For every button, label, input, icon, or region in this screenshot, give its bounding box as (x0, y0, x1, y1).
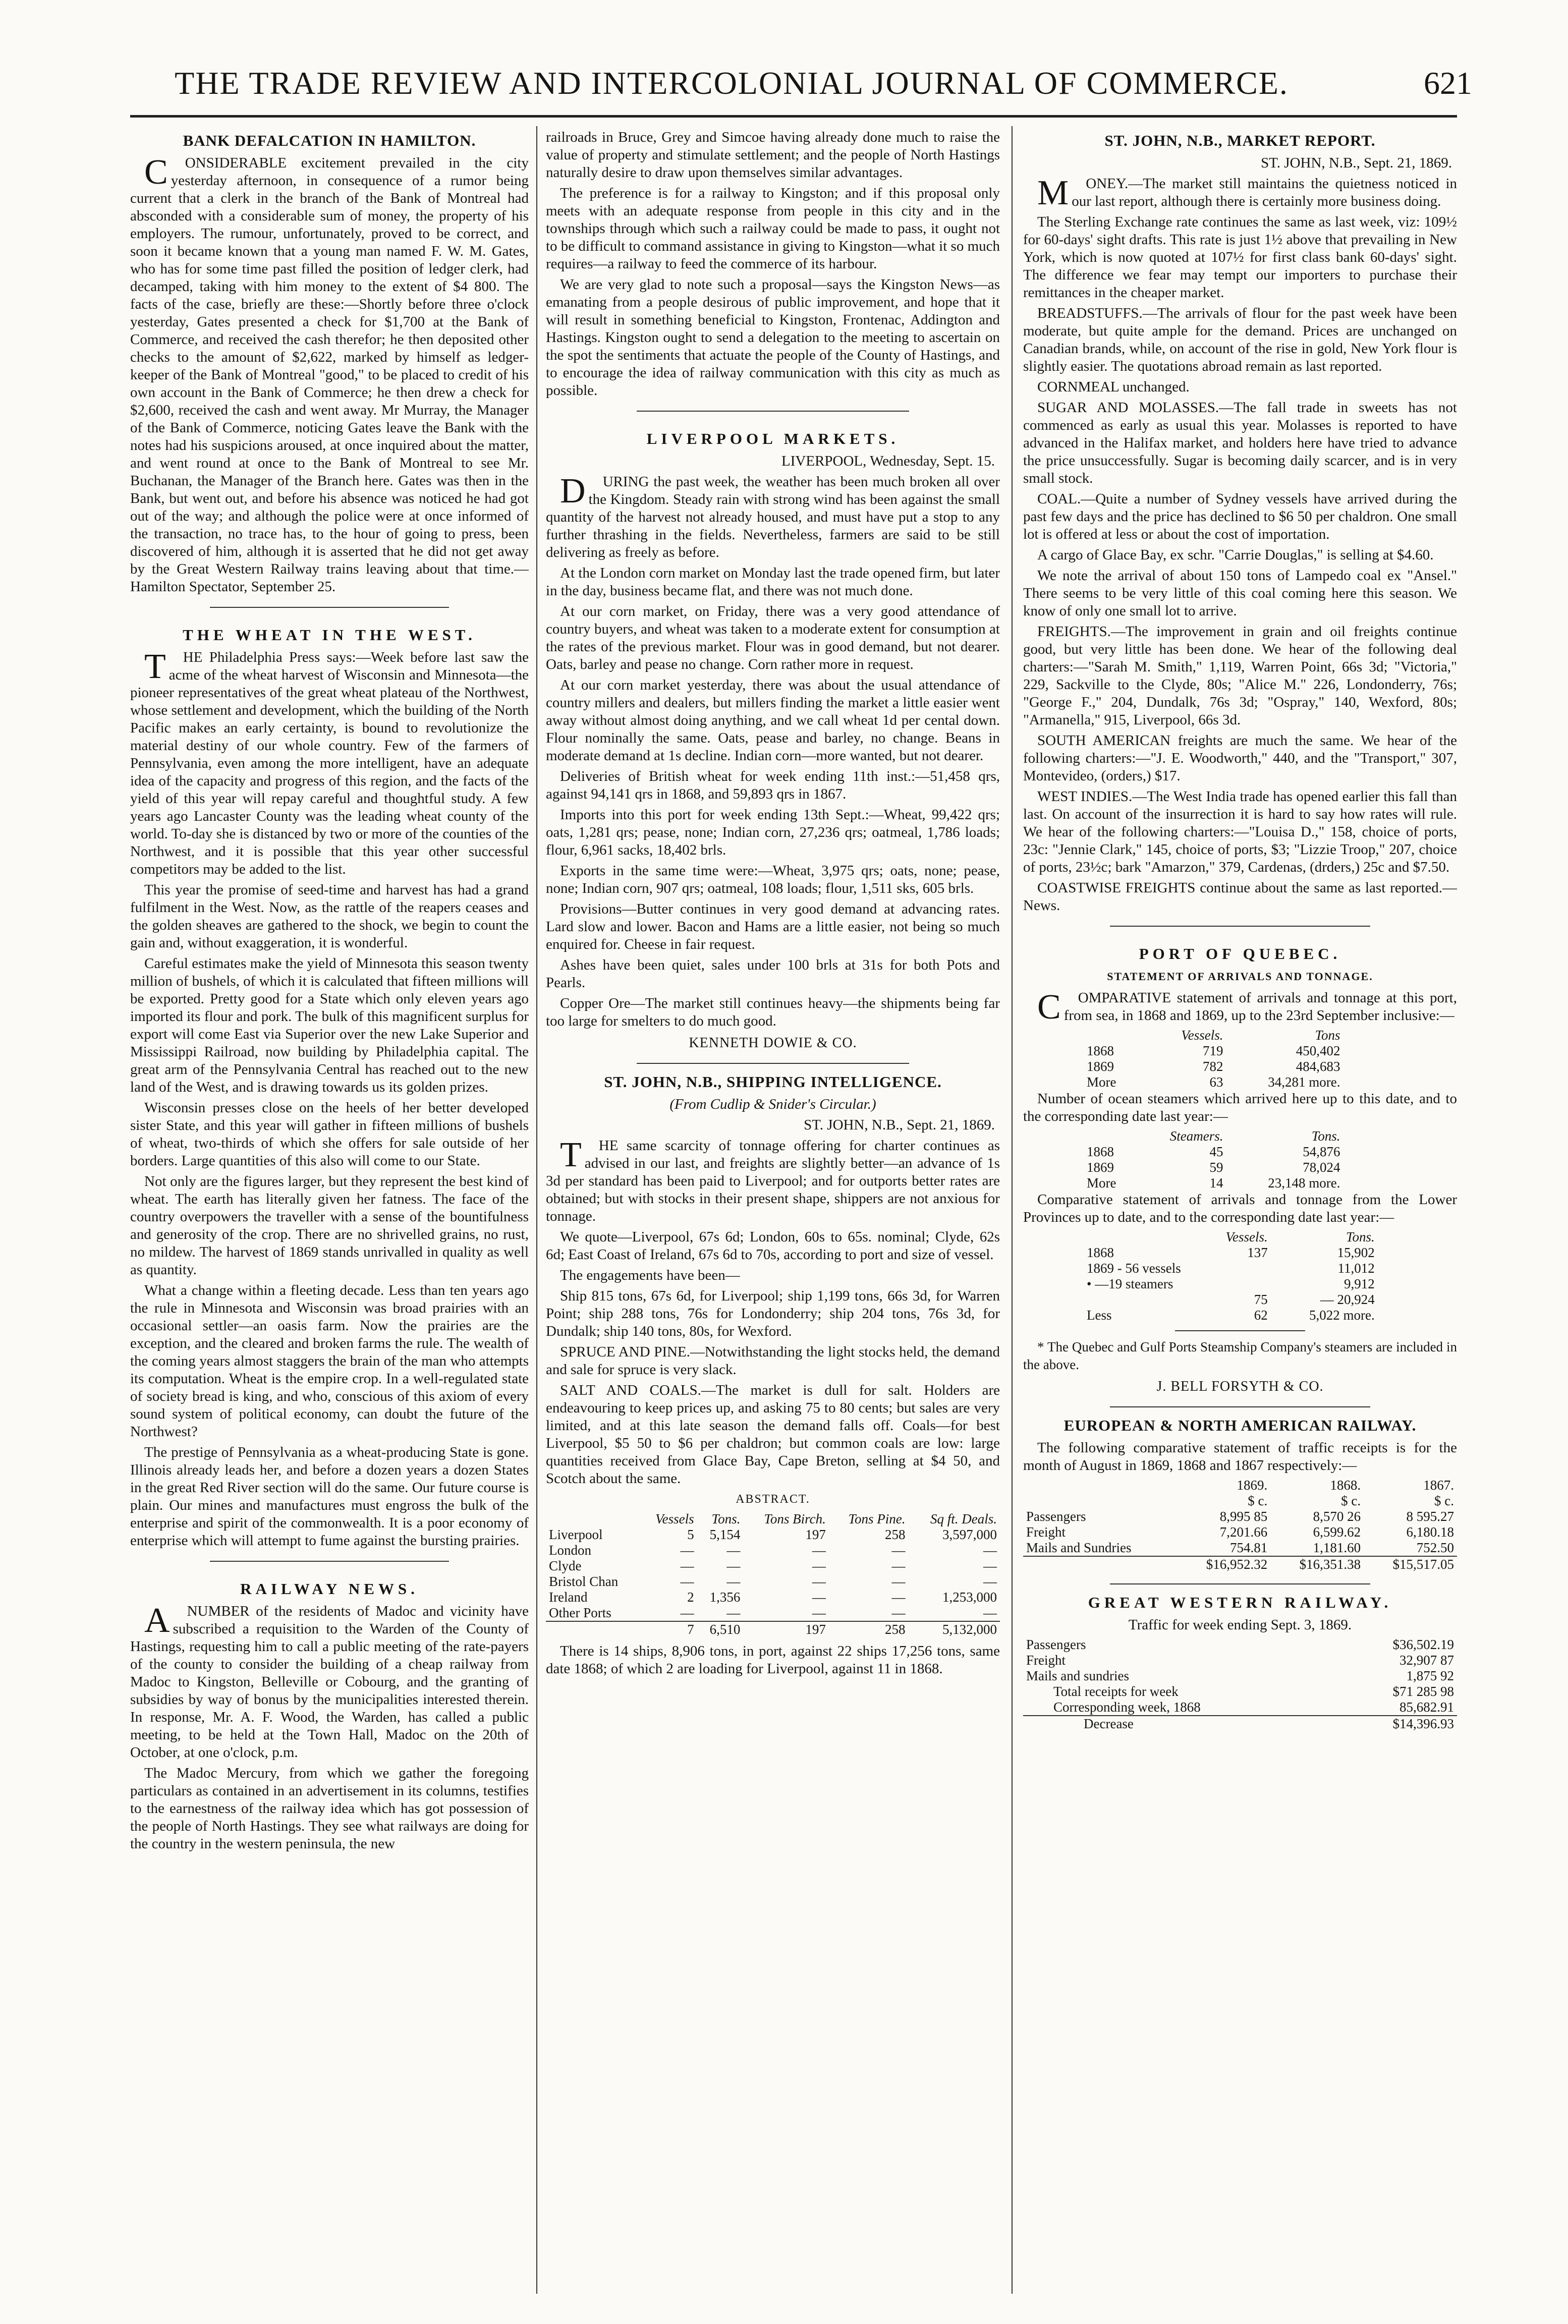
table-header-cell (546, 1511, 641, 1527)
stjohn-paragraph: BREADSTUFFS.—The arrivals of flour for the past week have been moderate, but quite ample for the demand. Prices are unchanged on Canadian brands, while, on account of the rise in gold, New York flour is slightly easier. The quotations abroad remain as last reported. (1023, 305, 1457, 374)
table-header-cell: Tons. (1311, 1128, 1340, 1144)
table-header-cell (1084, 1229, 1184, 1245)
table-cell: 752.50 (1416, 1540, 1454, 1555)
table-cell: 782 (1202, 1059, 1223, 1074)
column-divider (536, 126, 537, 2294)
table-cell: Passengers (1026, 1637, 1086, 1652)
table-cell: $ c. (1248, 1493, 1268, 1508)
table-cell: — (983, 1574, 997, 1589)
table-row (1084, 1144, 1343, 1160)
table-cell: 3,597,000 (942, 1527, 997, 1542)
table-cell: Passengers (1026, 1509, 1086, 1524)
quebec-subheading: STATEMENT OF ARRIVALS AND TONNAGE. (1107, 970, 1373, 983)
section-rule (637, 411, 909, 412)
table-units-row (1023, 1493, 1457, 1509)
table-cell: — (891, 1543, 906, 1558)
table-row (1084, 1276, 1378, 1292)
gw-body (1023, 1637, 1457, 1684)
table-row (546, 1558, 1000, 1574)
table-cell: Decrease (1084, 1716, 1134, 1731)
table-cell: 75 (1254, 1292, 1268, 1307)
page-number: 621 (1424, 65, 1472, 101)
quebec-paragraph: COMPARATIVE statement of arrivals and tonnage at this port, from sea, in 1868 and 1869, up to the 23rd September inclusive:— (1037, 988, 1457, 1027)
quebec-provinces-table (1084, 1229, 1378, 1323)
stjohn-paragraph: MONEY.—The market still maintains the quietness noticed in our last report, although there is certainly more business doing. (1037, 174, 1457, 212)
table-cell: — (726, 1558, 741, 1573)
table-cell: More (1087, 1074, 1116, 1090)
table-cell: 5,022 more. (1309, 1308, 1375, 1323)
gw-subheading: Traffic for week ending Sept. 3, 1869. (1128, 1617, 1352, 1633)
table-cell: $36,502.19 (1392, 1637, 1454, 1652)
table-cell: — (983, 1543, 997, 1558)
table-row (1084, 1245, 1378, 1261)
table-cell: — (726, 1574, 741, 1589)
table-row (1023, 1509, 1457, 1524)
wheat-paragraph: Not only are the figures larger, but they represent the best kind of wheat. The earth has literally given her fatness. The face of the country overpowers the traveller with a sense of the bountifulness and generosity of the crop. There are no shrivelled grains, no rust, no mildew. The harvest of 1869 stands unrivalled in quality as well as quantity. (130, 1173, 529, 1278)
table-total-row (1084, 1308, 1378, 1323)
section-rule (1110, 1583, 1370, 1584)
column-divider (1012, 126, 1013, 2294)
table-cell (1184, 1261, 1271, 1276)
table-cell: 1869 (1087, 1160, 1114, 1175)
shipping-heading: ST. JOHN, N.B., SHIPPING INTELLIGENCE. (604, 1073, 942, 1091)
stjohn-dateline: ST. JOHN, N.B., Sept. 21, 1869. (1261, 155, 1452, 171)
table-cell: 34,281 more. (1268, 1074, 1340, 1090)
table-row (546, 1605, 1000, 1621)
railway-paragraph: ANUMBER of the residents of Madoc and vicinity have subscribed a requisition to the Warden of the County of Hastings, requesting him to call a public meeting of the rate-payers of the county to consider the building of a cheap railway from Madoc to Kingston, Belleville or Cobourg, and the granting of subsidies by way of bonus by the municipalities interested therein. In response, Mr. A. F. Wood, the Warden, has called a public meeting, to be held at the Town Hall, Madoc on the 20th of October, at one o'clock, p.m. (130, 1601, 529, 1761)
table-header-cell: Tons. (711, 1511, 741, 1526)
quebec-steamers-table (1084, 1128, 1343, 1191)
table-header-cell (1084, 1028, 1119, 1043)
table-cell: 258 (884, 1527, 906, 1542)
table-row (546, 1543, 1000, 1558)
table-cell: — (891, 1605, 906, 1620)
table-cell: 7,201.66 (1219, 1524, 1268, 1540)
shipping-paragraph: Ship 815 tons, 67s 6d, for Liverpool; ship 1,199 tons, 66s 3d, for Warren Point; ship 288 tons, 76s for Londonderry; ship 204 tons, 76s 3d, for Dundalk; ship 140 tons, 80s, for Wexford. (546, 1288, 1000, 1339)
railway-continued-paragraph: The preference is for a railway to Kingston; and if this proposal only meets with an adequate response from people in this city and in the townships through which such a railway could be made to pass, it ought not to be difficult to command assistance in giving to Kingston—what it so much requires—a railway to feed the commerce of its harbour. (546, 185, 1000, 272)
table-cell: 450,402 (1296, 1043, 1340, 1058)
table-row (1023, 1637, 1457, 1653)
table-cell: 54,876 (1303, 1144, 1340, 1159)
table-header-cell: Vessels (655, 1511, 694, 1526)
table-cell (1084, 1292, 1184, 1308)
table-cell: 8,995 85 (1219, 1509, 1268, 1524)
quebec-steamers-body (1084, 1144, 1343, 1175)
liverpool-paragraph: Ashes have been quiet, sales under 100 brls at 31s for both Pots and Pearls. (546, 957, 1000, 991)
liverpool-paragraph: At the London corn market on Monday last the trade opened firm, but later in the day, business became flat, and there was not much done. (546, 565, 1000, 599)
table-header-row (1084, 1028, 1343, 1043)
masthead-title: THE TRADE REVIEW AND INTERCOLONIAL JOURNAL OF COMMERCE. (175, 65, 1289, 101)
liverpool-paragraph: Deliveries of British wheat for week ending 11th inst.:—51,458 qrs, against 94,141 qrs in 1868, and 59,893 qrs in 1867. (546, 768, 1000, 802)
table-cell: 11,012 (1337, 1261, 1375, 1276)
table-header-row (1023, 1478, 1457, 1493)
table-row (1084, 1043, 1343, 1059)
table-cell: Bristol Chan (549, 1574, 619, 1589)
liverpool-heading: LIVERPOOL MARKETS. (646, 430, 900, 447)
table-cell: — (680, 1558, 694, 1573)
liverpool-signature: KENNETH DOWIE & CO. (689, 1035, 857, 1051)
section-rule (210, 1561, 449, 1562)
liverpool-paragraph: Imports into this port for week ending 13th Sept.:—Wheat, 99,422 qrs; oats, 1,281 qrs; pease, none; Indian corn, 27,236 qrs; oatmeal, 1,786 loads; flour, 6,961 sacks, 18,402 brls. (546, 807, 1000, 858)
wheat-paragraph: What a change within a fleeting decade. Less than ten years ago the rule in Minnesota and Wisconsin was broad prairies with an occasional settler—an oasis farm. Now the prairies are the exception, and the cleared and broken farms the rule. The wealth of the coming years almost staggers the brain of the man who attempts its computation. Wheat is the empire crop. In a well-regulated state of society bread is king, and who, conscious of this axiom of every sound system of political economy, can doubt the future of the Northwest? (130, 1282, 529, 1440)
ena-heading: EUROPEAN & NORTH AMERICAN RAILWAY. (1063, 1416, 1417, 1434)
bank-heading: BANK DEFALCATION IN HAMILTON. (183, 132, 476, 149)
table-cell: 719 (1202, 1043, 1223, 1058)
liverpool-dateline: LIVERPOOL, Wednesday, Sept. 15. (781, 453, 995, 469)
table-cell: — 20,924 (1320, 1292, 1375, 1307)
table-cell: 197 (805, 1622, 826, 1637)
table-cell (1023, 1493, 1177, 1509)
stjohn-paragraph: SUGAR AND MOLASSES.—The fall trade in sweets has not commenced as early as usual this year. Molasses is reported to have advanced in the Halifax market, and holders here have tried to advance the price unsuccessfully. Sugar is becoming daily scarcer, and is in very small stock. (1023, 400, 1457, 486)
masthead (0, 65, 1568, 105)
table-cell: — (726, 1543, 741, 1558)
table-cell: Liverpool (549, 1527, 603, 1542)
table-cell: 6,599.62 (1313, 1524, 1361, 1540)
table-cell: 1,875 92 (1406, 1668, 1454, 1683)
table-cell: 15,902 (1337, 1245, 1375, 1260)
table-cell: — (812, 1574, 826, 1589)
section-rule (210, 607, 449, 608)
table-cell: 5 (687, 1527, 694, 1542)
table-cell: 1869 - 56 vessels (1087, 1261, 1181, 1276)
masthead-rule (130, 115, 1457, 118)
wheat-paragraph: THE Philadelphia Press says:—Week before last saw the acme of the wheat harvest of Wisconsin and Minnesota—the pioneer representatives of the great wheat plateau of the Northwest, whose settlement and development, which the building of the North Pacific makes an early certainty, is bound to revolutionize the material destiny of our whole country. Few of the farmers of Pennsylvania, even among the more intelligent, have an adequate idea of the capacity and progress of this region, and the facts of the yield of this year will repay careful and thoughtful study. A few years ago Lancaster County was the leading wheat county of the world. To-day she is distanced by two or more of the counties of the Northwest, and it is possible that this year other successful competitors may be added to the list. (130, 647, 529, 877)
table-cell: 6,180.18 (1406, 1524, 1454, 1540)
railway-continued-paragraph: railroads in Bruce, Grey and Simcoe having already done much to raise the value of property and stimulate settlement; and the people of North Hastings naturally desire to draw upon themselves similar advantages. (546, 129, 1000, 181)
table-cell: $15,517.05 (1392, 1557, 1454, 1572)
table-cell: 258 (884, 1622, 906, 1637)
stjohn-paragraph: COASTWISE FREIGHTS continue about the same as last reported.—News. (1023, 880, 1457, 914)
table-total-row (546, 1621, 1000, 1637)
table-cell: $ c. (1434, 1493, 1454, 1508)
table-cell: 1,253,000 (942, 1590, 997, 1605)
section-rule (637, 1063, 909, 1064)
stjohn-paragraph: The Sterling Exchange rate continues the same as last week, viz: 109½ for 60-days' sight drafts. This rate is just 1½ above that prevailing in New York, which is now quoted at 107½ for first class bank 60-days' sight. The difference we fear may tempt our importers to purchase their remittances in the cheaper market. (1023, 214, 1457, 301)
table-row (546, 1527, 1000, 1543)
table-header-cell: Tons Birch. (764, 1511, 826, 1526)
table-header-row (546, 1511, 1000, 1527)
column-2 (546, 129, 1000, 2294)
table-cell: 1869 (1087, 1059, 1114, 1074)
table-cell: 2 (687, 1590, 694, 1605)
table-cell: 484,683 (1296, 1059, 1340, 1074)
table-cell: — (680, 1543, 694, 1558)
wheat-paragraph: Careful estimates make the yield of Minnesota this season twenty million of bushels, of which it is calculated that fifteen millions will be exported. Pretty good for a State which only eleven years ago imported its flour and pork. The bulk of this magnificent surplus for export will come East via Superior over the new Lake Superior and Mississippi Railroad, now building by Philadelphia capital. The great arm of the Pennsylvania Central has reached out to the new land of the West, and is drawing towards us its golden prizes. (130, 955, 529, 1095)
table-cell: — (983, 1605, 997, 1620)
table-cell: 45 (1209, 1144, 1223, 1159)
table-header-row (1084, 1128, 1343, 1144)
table-cell: 137 (1247, 1245, 1268, 1260)
table-total-row (1084, 1175, 1343, 1191)
table-row (1023, 1653, 1457, 1668)
wheat-paragraph: Wisconsin presses close on the heels of her better developed sister State, and this year will gather in fifteen millions of bushels of wheat, two-thirds of which she offers for sale outside of her borders. Large quantities of this also will come to our State. (130, 1100, 529, 1169)
shipping-paragraph: THE same scarcity of tonnage offering for charter continues as advised in our last, and freights are slightly better—an advance of 1s 3d per standard has been paid to Liverpool; and for outports better rates are obtained; but with stocks in their present shape, shippers are not anxious for tonnage. (546, 1136, 1000, 1224)
table-row (546, 1574, 1000, 1590)
table-row (1023, 1668, 1457, 1684)
table-cell: 6,510 (709, 1622, 741, 1637)
section-rule (1175, 1330, 1305, 1331)
abstract-title: ABSTRACT. (736, 1493, 810, 1506)
quebec-heading: PORT OF QUEBEC. (1139, 945, 1341, 962)
table-cell (1023, 1556, 1177, 1572)
liverpool-paragraph: Provisions—Butter continues in very good demand at advancing rates. Lard slow and lower. Bacon and Hams are a little easier, not being so much enquired for. Cheese in fair request. (546, 901, 1000, 952)
table-cell: • —19 steamers (1087, 1276, 1173, 1291)
table-cell: — (812, 1558, 826, 1573)
table-row (1084, 1160, 1343, 1175)
stjohn-paragraph: CORNMEAL unchanged. (1037, 379, 1190, 395)
table-cell: — (812, 1605, 826, 1620)
table-cell: 7 (687, 1622, 694, 1637)
table-cell: $16,952.32 (1206, 1557, 1268, 1572)
table-cell: Freight (1026, 1653, 1066, 1668)
table-cell: — (812, 1590, 826, 1605)
shipping-paragraph: SPRUCE AND PINE.—Notwithstanding the light stocks held, the demand and sale for spruce is very slack. (546, 1344, 1000, 1378)
table-row (1023, 1540, 1457, 1556)
quebec-footnote: * The Quebec and Gulf Ports Steamship Company's steamers are included in the above. (1023, 1339, 1457, 1372)
table-header-cell: Tons. (1346, 1229, 1375, 1244)
shipping-paragraph: We quote—Liverpool, 67s 6d; London, 60s to 65s. nominal; Clyde, 62s 6d; East Coast of Ireland, 67s 6d to 70s, according to port and size of vessel. (546, 1229, 1000, 1263)
table-cell: — (680, 1605, 694, 1620)
shipping-subheading: (From Cudlip & Snider's Circular.) (669, 1096, 876, 1112)
abstract-table (546, 1511, 1000, 1637)
table-cell: 62 (1254, 1308, 1268, 1323)
table-cell: Mails and Sundries (1026, 1540, 1132, 1555)
table-cell: Clyde (549, 1558, 582, 1573)
table-cell: 32,907 87 (1399, 1653, 1454, 1668)
ena-paragraph: The following comparative statement of traffic receipts is for the month of August in 1869, 1868 and 1867 respectively:— (1023, 1440, 1457, 1473)
stjohn-paragraph: WEST INDIES.—The West India trade has opened earlier this fall than last. On account of the insurrection it is hard to say how rates will rule. We hear of the following charters:—"Louisa D.," 158, choice of ports, 23c: "Jennie Clark," 145, choice of ports, $3; "Lizzie Troop," 207, choice of ports, 23½c; bark "Amarzon," 379, Cardenas, (drders,) 25c and $7.50. (1023, 788, 1457, 875)
stjohn-paragraph: We note the arrival of about 150 tons of Lampedo coal ex "Ansel." There seems to be very little of this coal coming here this season. We know of only one small lot to arrive. (1023, 568, 1457, 619)
table-cell: — (680, 1574, 694, 1589)
table-cell: $ c. (1341, 1493, 1361, 1508)
table-cell: 754.81 (1229, 1540, 1268, 1555)
gw-heading: GREAT WESTERN RAILWAY. (1088, 1594, 1392, 1611)
shipping-paragraph: The engagements have been— (560, 1267, 740, 1283)
wheat-paragraph: The prestige of Pennsylvania as a wheat-producing State is gone. Illinois already leads her, and before a dozen years a dozen States in the great Red River section will do the same. Our future course is plain. Our mines and manufactures must engross the bulk of the enterprise and spirit of the commonwealth. It is a poor economy of enterprise which will attempt to fume against the bursting prairies. (130, 1444, 529, 1549)
quebec-arrivals-body (1084, 1043, 1343, 1074)
table-cell (546, 1621, 641, 1637)
liverpool-paragraph: Exports in the same time were:—Wheat, 3,975 qrs; oats, none; pease, none; Indian corn, 907 qrs; oatmeal, 108 loads; flour, 1,511 sks, 605 brls. (546, 863, 1000, 896)
ena-body (1023, 1509, 1457, 1556)
table-total-row (1023, 1556, 1457, 1572)
table-cell: London (549, 1543, 591, 1558)
table-cell: — (891, 1590, 906, 1605)
table-total-row (1023, 1684, 1457, 1699)
table-cell: 59 (1209, 1160, 1223, 1175)
table-cell: 63 (1209, 1074, 1223, 1090)
stjohn-paragraph: COAL.—Quite a number of Sydney vessels have arrived during the past few days and the price has declined to $6 50 per chaldron. One small lot is offered at less or about the cost of importation. (1023, 491, 1457, 542)
quebec-paragraph: Comparative statement of arrivals and tonnage from the Lower Provinces up to date, and to the corresponding date last year:— (1023, 1192, 1457, 1225)
table-cell: — (891, 1558, 906, 1573)
railway-heading: RAILWAY NEWS. (240, 1580, 419, 1598)
table-cell: 5,132,000 (942, 1622, 997, 1637)
table-header-cell (1023, 1478, 1177, 1493)
table-cell: 85,682.91 (1399, 1699, 1454, 1715)
table-cell: Corresponding week, 1868 (1053, 1699, 1201, 1715)
table-header-row (1084, 1229, 1378, 1245)
table-cell: Mails and sundries (1026, 1668, 1129, 1683)
shipping-paragraph: SALT AND COALS.—The market is dull for salt. Holders are endeavouring to keep prices up, and asking 75 to 80 cents; but sales are very limited, and at this late season the demand falls off. Coals—for best Liverpool, $5 50 to $6 per chaldron; but common coals are low: large quantities received from Glace Bay, Cape Breton, selling at $4 50, and Scotch about the same. (546, 1382, 1000, 1487)
table-header-cell: Vessels. (1181, 1028, 1223, 1043)
table-cell: 1868 (1087, 1144, 1114, 1159)
table-cell: — (812, 1543, 826, 1558)
table-cell: 8,570 26 (1313, 1509, 1361, 1524)
railway-continued-paragraph: We are very glad to note such a proposal—says the Kingston News—as emanating from a people desirous of public improvement, and hope that it will result in something beneficial to Kingston, Frontenac, Addington and Hastings. Kingston ought to send a delegation to the meeting to ascertain on the spot the sentiments that actuate the people of the County of Hastings, and to encourage the idea of railway communication with this city as much as possible. (546, 276, 1000, 399)
table-cell: Total receipts for week (1053, 1684, 1179, 1699)
wheat-paragraph: This year the promise of seed-time and harvest has had a grand fulfilment in the West. Now, as the rattle of the reapers ceases and the golden sheaves are gathered to the shock, we begin to count the gain and, without exaggeration, it is wonderful. (130, 882, 529, 951)
table-header-cell: 1867. (1423, 1478, 1454, 1493)
table-row (1084, 1261, 1378, 1276)
table-header-cell: 1868. (1330, 1478, 1361, 1493)
table-header-cell: Sq ft. Deals. (930, 1511, 997, 1526)
table-cell: 23,148 more. (1268, 1175, 1340, 1191)
table-header-cell: Vessels. (1225, 1229, 1268, 1244)
shipping-paragraph: There is 14 ships, 8,906 tons, in port, against 22 ships 17,256 tons, same date 1868; of which 2 are loading for Liverpool, against 11 in 1868. (546, 1643, 1000, 1677)
table-cell: 197 (805, 1527, 826, 1542)
gw-table (1023, 1637, 1457, 1732)
wheat-heading: THE WHEAT IN THE WEST. (183, 626, 476, 644)
section-rule (1110, 926, 1370, 927)
quebec-provinces-body (1084, 1245, 1378, 1308)
table-header-cell: 1869. (1237, 1478, 1268, 1493)
table-cell: 9,912 (1343, 1276, 1375, 1291)
table-cell: — (891, 1574, 906, 1589)
table-cell: $71 285 98 (1392, 1684, 1454, 1699)
table-cell: 14 (1209, 1175, 1223, 1191)
liverpool-paragraph: At our corn market, on Friday, there was a very good attendance of country buyers, and wheat was taken to a moderate extent for consumption at the rates of the previous market. Flour was in good demand, but not dearer. Oats, barley and pease no change. Corn rather more in request. (546, 603, 1000, 672)
section-rule (1110, 1406, 1370, 1407)
quebec-signature: J. BELL FORSYTH & CO. (1156, 1379, 1324, 1394)
table-cell: 78,024 (1303, 1160, 1340, 1175)
table-cell: Less (1087, 1308, 1112, 1323)
table-cell (1184, 1276, 1271, 1292)
quebec-paragraph: Number of ocean steamers which arrived here up to this date, and to the corresponding date last year:— (1023, 1091, 1457, 1124)
table-cell: $16,351.38 (1299, 1557, 1361, 1572)
table-cell: 8 595.27 (1406, 1509, 1454, 1524)
table-cell: 1,356 (709, 1590, 741, 1605)
stjohn-paragraph: SOUTH AMERICAN freights are much the same. We hear of the following charters:—"J. E. Woodworth," 440, and the "Transport," 307, Montevideo, (orders,) $17. (1023, 732, 1457, 784)
abstract-body (546, 1527, 1000, 1621)
table-row (1023, 1699, 1457, 1716)
table-row (1084, 1059, 1343, 1074)
table-cell: $14,396.93 (1392, 1716, 1454, 1731)
table-total-row (1023, 1716, 1457, 1732)
table-cell: More (1087, 1175, 1116, 1191)
table-cell: — (726, 1605, 741, 1620)
liverpool-paragraph: Copper Ore—The market still continues heavy—the shipments being far too large for smelters to do much good. (546, 995, 1000, 1029)
table-header-cell: Steamers. (1169, 1128, 1223, 1144)
table-header-cell (1084, 1128, 1119, 1144)
table-cell: 1868 (1087, 1245, 1114, 1260)
table-cell: Freight (1026, 1524, 1066, 1540)
stjohn-paragraph: FREIGHTS.—The improvement in grain and oil freights continue good, but very little has been done. We hear of the following deal charters:—"Sarah M. Smith," 1,119, Warren Point, 66s 3d; "Victoria," 229, Sackville to the Clyde, 80s; "Alice M." 226, Londonderry, 76s; "George F.," 204, Dundalk, 76s 3d; "Ospray," 140, Wexford, 80s; "Armanella," 915, Liverpool, 66s 3d. (1023, 623, 1457, 728)
table-header-cell: Tons Pine. (848, 1511, 906, 1526)
liverpool-paragraph: DURING the past week, the weather has been much broken all over the Kingdom. Steady rain with strong wind has been against the small quantity of the harvest not already housed, and must have put a stop to any further thrashing in the fields. Nevertheless, farmers are said to be still delivering as freely as before. (546, 472, 1000, 560)
table-cell: — (983, 1558, 997, 1573)
ena-table (1023, 1478, 1457, 1572)
bank-paragraph: CONSIDERABLE excitement prevailed in the city yesterday afternoon, in consequence of a rumor being current that a clerk in the branch of the Bank of Montreal had absconded with a considerable sum of money, the property of his employers. The rumour, unfortunately, proved to be correct, and soon it became known that a young man named F. W. M. Gates, who has for some time past filled the position of ledger clerk, had decamped, taking with him money to the extent of $4 800. The facts of the case, briefly are these:—Shortly before three o'clock yesterday, Gates presented a check for $1,700 at the Bank of Commerce, and received the cash therefor; he then deposited other checks to the amount of $2,622, marked by himself as ledger-keeper of the Bank of Montreal "good," to be placed to credit of his own account in the Bank of Commerce; he then drew a check for $2,600, received the cash and went away. Mr Murray, the Manager of the Bank of Commerce, noticing Gates leave the Bank with the notes had his suspicions aroused, at once inquired about the matter, and went round at once to the Bank of Montreal to see Mr. Buchanan, the Manager of the Branch here. Gates was then in the Bank, but went out, and before his absence was noticed he had got out of the way; and although the police were at once informed of the transaction, no trace has, to the hour of going to press, been discovered of him, although it is asserted that he did not get away by the Great Western Railway trains leaving about that time.—Hamilton Spectator, September 25. (130, 153, 529, 595)
stjohn-market-heading: ST. JOHN, N.B., MARKET REPORT. (1104, 132, 1376, 149)
table-cell: Ireland (549, 1590, 588, 1605)
shipping-dateline: ST. JOHN, N.B., Sept. 21, 1869. (804, 1117, 995, 1133)
liverpool-paragraph: At our corn market yesterday, there was about the usual attendance of country millers and dealers, but millers finding the market a little easier went away without almost doing anything, and we call wheat 1d per cental down. Flour nominally the same. Oats, pease and barley, no change. Beans in moderate demand at 1s decline. Indian corn—more wanted, but not dearer. (546, 677, 1000, 764)
table-row (1023, 1524, 1457, 1540)
table-row (546, 1590, 1000, 1605)
table-header-cell: Tons (1315, 1028, 1340, 1043)
quebec-arrivals-table (1084, 1028, 1343, 1090)
railway-paragraph: The Madoc Mercury, from which we gather the foregoing particulars as contained in an advertisement in its columns, testifies to the earnestness of the railway idea which has got possession of the people of North Hastings. They see what railways are doing for the country in the western peninsula, the new (130, 1765, 529, 1852)
table-cell: 5,154 (709, 1527, 741, 1542)
table-total-row (1084, 1074, 1343, 1090)
table-cell: 1,181.60 (1313, 1540, 1361, 1555)
column-1 (130, 129, 529, 2294)
table-cell: 1868 (1087, 1043, 1114, 1058)
column-3 (1023, 129, 1457, 2294)
table-row (1084, 1292, 1378, 1308)
stjohn-paragraph: A cargo of Glace Bay, ex schr. "Carrie Douglas," is selling at $4.60. (1037, 547, 1434, 563)
table-cell: Other Ports (549, 1605, 611, 1620)
